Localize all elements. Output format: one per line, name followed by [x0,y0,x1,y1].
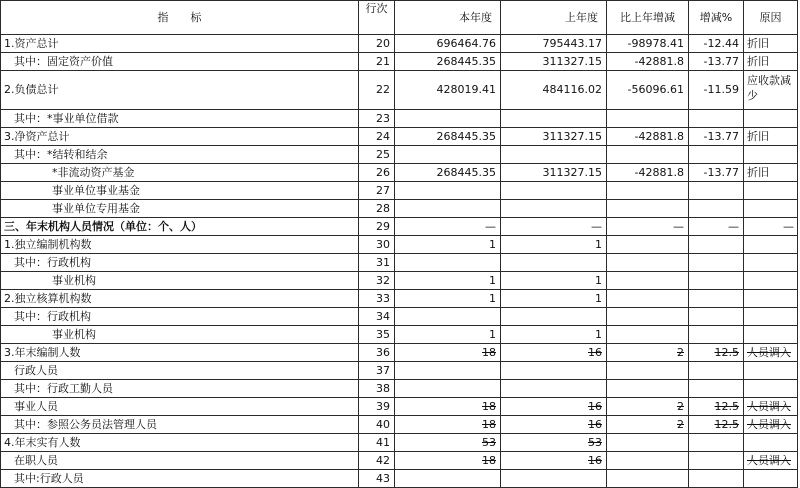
row-current-year: 18 [395,344,501,362]
table-row [1,110,798,128]
header-change: 比上年增减 [607,1,689,35]
row-line-no: 34 [359,308,395,326]
row-last-year: 311327.15 [501,128,607,146]
row-last-year: — [501,218,607,236]
row-change-pct [689,308,744,326]
row-last-year [501,146,607,164]
row-last-year: 16 [501,452,607,470]
table-row [1,362,798,380]
row-current-year: 268445.35 [395,128,501,146]
row-reason: 折旧 [744,164,798,182]
row-reason [744,200,798,218]
header-indicator: 指 标 [1,1,359,35]
row-line-no: 29 [359,218,395,236]
table-row [1,236,798,254]
row-current-year [395,362,501,380]
row-reason [744,308,798,326]
row-current-year [395,254,501,272]
row-last-year [501,254,607,272]
row-change [607,308,689,326]
row-label: 其中：*事业单位借款 [1,110,359,128]
row-current-year: 696464.76 [395,35,501,53]
row-current-year [395,182,501,200]
row-line-no: 37 [359,362,395,380]
row-label: 行政人员 [1,362,359,380]
table-row [1,272,798,290]
row-current-year: 18 [395,398,501,416]
row-change: -42881.8 [607,53,689,71]
row-label: 在职人员 [1,452,359,470]
row-change-pct: -13.77 [689,164,744,182]
table-row [1,218,798,236]
row-line-no: 36 [359,344,395,362]
row-label: 事业人员 [1,398,359,416]
row-last-year [501,362,607,380]
row-change [607,200,689,218]
row-change: -42881.8 [607,128,689,146]
row-change [607,146,689,164]
table-row [1,71,798,110]
row-last-year: 16 [501,398,607,416]
row-reason [744,182,798,200]
row-line-no: 28 [359,200,395,218]
table-row [1,398,798,416]
row-reason: 人员调入 [744,452,798,470]
row-reason: 人员调入 [744,398,798,416]
row-reason: 人员调入 [744,344,798,362]
table-row [1,35,798,53]
row-change: 2 [607,398,689,416]
row-current-year [395,470,501,488]
header-row [1,1,798,35]
row-label: 3.净资产总计 [1,128,359,146]
row-change-pct [689,182,744,200]
row-label: 其中：行政工勤人员 [1,380,359,398]
row-change-pct [689,146,744,164]
row-current-year [395,200,501,218]
row-reason [744,326,798,344]
row-last-year [501,110,607,128]
row-change [607,434,689,452]
row-label: 事业单位事业基金 [1,182,359,200]
row-current-year [395,380,501,398]
row-change-pct: 12.5 [689,344,744,362]
row-current-year: — [395,218,501,236]
table-row [1,326,798,344]
row-label: 其中：行政机构 [1,254,359,272]
row-change-pct [689,110,744,128]
row-current-year: 1 [395,272,501,290]
row-reason: 折旧 [744,35,798,53]
table-row [1,290,798,308]
row-change-pct [689,380,744,398]
row-current-year: 1 [395,290,501,308]
row-change: — [607,218,689,236]
table-row [1,308,798,326]
row-current-year: 268445.35 [395,53,501,71]
row-line-no: 38 [359,380,395,398]
row-current-year: 1 [395,326,501,344]
row-current-year [395,146,501,164]
row-change [607,110,689,128]
row-change-pct: -13.77 [689,53,744,71]
row-change-pct [689,470,744,488]
row-change-pct [689,434,744,452]
table-row [1,470,798,488]
row-change-pct [689,326,744,344]
table-row [1,128,798,146]
row-change [607,380,689,398]
row-line-no: 35 [359,326,395,344]
row-label: 4.年末实有人数 [1,434,359,452]
row-last-year: 1 [501,272,607,290]
row-line-no: 23 [359,110,395,128]
row-label: 3.年末编制人数 [1,344,359,362]
row-line-no: 20 [359,35,395,53]
row-change-pct: 12.5 [689,398,744,416]
header-change-pct: 增减% [689,1,744,35]
row-label: *非流动资产基金 [1,164,359,182]
row-last-year [501,182,607,200]
row-last-year [501,308,607,326]
row-change [607,290,689,308]
row-last-year: 311327.15 [501,53,607,71]
row-label: 1.资产总计 [1,35,359,53]
table-row [1,344,798,362]
row-line-no: 25 [359,146,395,164]
row-reason [744,380,798,398]
row-label: 事业机构 [1,272,359,290]
table-row [1,434,798,452]
row-last-year: 795443.17 [501,35,607,53]
row-label: 其中：固定资产价值 [1,53,359,71]
row-label: 三、年末机构人员情况（单位：个、人） [1,218,359,236]
row-change [607,182,689,200]
row-change [607,452,689,470]
row-change: -42881.8 [607,164,689,182]
row-label: 事业机构 [1,326,359,344]
row-last-year: 1 [501,326,607,344]
row-label: 1.独立编制机构数 [1,236,359,254]
table-row [1,164,798,182]
row-change-pct [689,452,744,470]
row-label: 2.负债总计 [1,71,359,110]
row-line-no: 43 [359,470,395,488]
row-reason: 人员调入 [744,416,798,434]
table-body [1,35,798,488]
row-line-no: 42 [359,452,395,470]
row-change-pct: — [689,218,744,236]
table-row [1,416,798,434]
header-line-no: 行次 [359,1,395,35]
row-reason [744,146,798,164]
row-line-no: 24 [359,128,395,146]
row-label: 2.独立核算机构数 [1,290,359,308]
row-last-year: 1 [501,236,607,254]
row-change: 2 [607,344,689,362]
row-reason [744,110,798,128]
row-current-year: 428019.41 [395,71,501,110]
row-last-year: 1 [501,290,607,308]
header-last-year: 上年度 [501,1,607,35]
table-row [1,182,798,200]
row-reason [744,236,798,254]
row-change: 2 [607,416,689,434]
row-label: 其中：参照公务员法管理人员 [1,416,359,434]
table-row [1,200,798,218]
row-reason: — [744,218,798,236]
row-change: -56096.61 [607,71,689,110]
row-last-year [501,470,607,488]
row-reason [744,362,798,380]
row-last-year: 16 [501,416,607,434]
row-change-pct [689,362,744,380]
row-change [607,362,689,380]
row-label: 其中：行政机构 [1,308,359,326]
row-current-year: 53 [395,434,501,452]
row-current-year: 18 [395,452,501,470]
table-row [1,254,798,272]
row-change: -98978.41 [607,35,689,53]
row-change-pct [689,254,744,272]
row-current-year: 268445.35 [395,164,501,182]
header-current-year: 本年度 [395,1,501,35]
row-change [607,326,689,344]
row-change-pct [689,290,744,308]
row-line-no: 40 [359,416,395,434]
row-last-year: 484116.02 [501,71,607,110]
table-row [1,380,798,398]
row-line-no: 41 [359,434,395,452]
row-change-pct [689,200,744,218]
row-reason [744,470,798,488]
row-last-year: 311327.15 [501,164,607,182]
row-label: 事业单位专用基金 [1,200,359,218]
header-reason: 原因 [744,1,798,35]
table-row [1,53,798,71]
row-change-pct: -13.77 [689,128,744,146]
row-reason [744,254,798,272]
row-change [607,272,689,290]
table-row [1,452,798,470]
row-reason [744,434,798,452]
row-line-no: 21 [359,53,395,71]
row-current-year: 1 [395,236,501,254]
row-line-no: 31 [359,254,395,272]
row-change [607,236,689,254]
row-change [607,470,689,488]
row-line-no: 26 [359,164,395,182]
row-reason [744,290,798,308]
row-current-year [395,110,501,128]
row-line-no: 22 [359,71,395,110]
row-change [607,254,689,272]
row-last-year [501,200,607,218]
row-line-no: 30 [359,236,395,254]
row-last-year [501,380,607,398]
row-change-pct: -12.44 [689,35,744,53]
row-line-no: 27 [359,182,395,200]
row-reason: 应收款减少 [744,71,798,110]
row-change-pct: 12.5 [689,416,744,434]
row-current-year [395,308,501,326]
row-line-no: 39 [359,398,395,416]
row-label: 其中：*结转和结余 [1,146,359,164]
row-last-year: 16 [501,344,607,362]
row-reason [744,272,798,290]
row-label: 其中:行政人员 [1,470,359,488]
table-row [1,146,798,164]
row-change-pct [689,272,744,290]
row-last-year: 53 [501,434,607,452]
row-line-no: 33 [359,290,395,308]
row-reason: 折旧 [744,53,798,71]
row-current-year: 18 [395,416,501,434]
row-change-pct [689,236,744,254]
row-line-no: 32 [359,272,395,290]
row-change-pct: -11.59 [689,71,744,110]
row-reason: 折旧 [744,128,798,146]
